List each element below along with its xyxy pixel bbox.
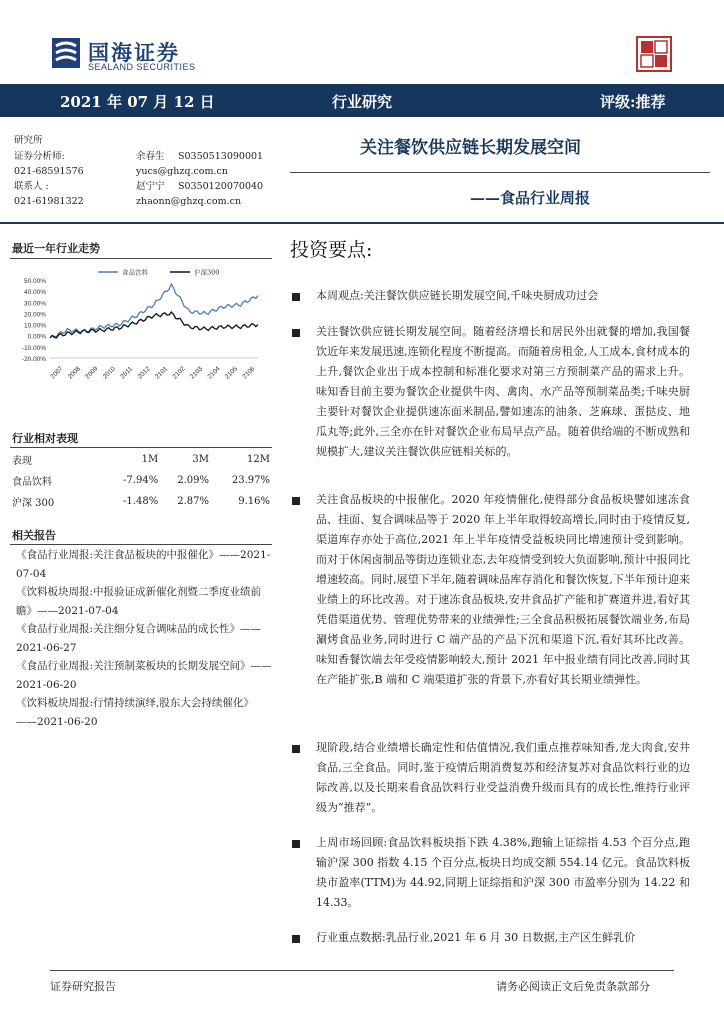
related-report-list [16,546,274,731]
brand-name-en: SEALAND SECURITIES [88,62,196,72]
y-tick-label: 0.00% [27,333,46,341]
chart-x-axis [49,365,256,380]
report-category: 行业研究 [332,93,393,111]
series-line-食品饮料 [50,284,258,338]
y-tick-label: 20.00% [23,311,46,319]
bullet-icon [292,329,300,337]
bullet-icon [292,935,300,943]
trend-rule [10,258,272,259]
contact-name: 赵宁宁 [136,181,165,192]
bullet-icon [292,745,300,753]
analyst-phone: 021-68591576 [14,166,84,177]
sealand-logo-icon [52,38,80,68]
header-cell: 12M [247,454,270,465]
table-header-row [12,449,270,470]
y-tick-label: -10.00% [21,344,46,352]
rating: 评级:推荐 [600,93,666,111]
table-cell: 23.97% [231,475,270,486]
related-rule [10,544,272,545]
table-row [12,470,270,491]
x-tick-label: 2009 [84,365,100,381]
y-tick-label: 10.00% [23,322,46,330]
invest-heading: 投资要点: [290,239,373,261]
header-cell: 1M [141,454,159,465]
contact-label: 联系人 : [14,181,49,192]
bullet-icon [292,497,300,505]
invest-point: 现阶段,结合业绩增长确定性和估值情况,我们重点推荐味知香,龙大肉食,安井食品,三全食品。同时,鉴于疫情后期消费复苏和经济复苏对食品饮料行业的边际改善,以及长期来看食品饮料行业受益消费升级而具有的成长性,维持行业评级为“推荐”。 [316,741,690,814]
x-tick-label: 2106 [241,365,257,381]
related-report-item[interactable]: 《饮料板块周报:中报验证成新催化剂暨二季度业绩前瞻》——2021-07-04 [16,586,262,617]
contact-phone: 021-61981322 [14,196,84,207]
x-tick-label: 2007 [49,365,65,381]
performance-section-title: 行业相对表现 [12,432,78,445]
table-cell: 2.87% [177,496,209,507]
x-tick-label: 2008 [66,365,82,381]
analyst-id: S0350513090001 [178,151,264,162]
x-tick-label: 2101 [154,365,170,381]
report-subtitle: ——食品行业周报 [470,189,591,207]
related-report-item[interactable]: 《饮料板块周报:行情持续演绎,股东大会持续催化》——2021-06-20 [16,697,254,728]
x-tick-label: 2104 [206,365,222,381]
x-tick-label: 2012 [136,365,152,381]
invest-point: 行业重点数据:乳品行业,2021 年 6 月 30 日数据,主产区生鲜乳价 [316,931,636,944]
legend-label: 沪深300 [194,268,220,277]
x-tick-label: 2105 [223,365,240,381]
invest-point: 上周市场回顾:食品饮料板块指下跌 4.38%,跑输上证综指 4.53 个百分点,跑输沪深 300 指数 4.15 个百分点,板块日均成交额 554.14 亿元。食品饮料板块市盈率(TTM)为 44.92,同期上证综指和沪深 300 市盈率分别为 14.22 和 14.33。 [316,836,690,909]
table-cell: 2.09% [177,475,209,486]
performance-rule [10,447,272,448]
chart-series [50,284,258,338]
analyst-email[interactable]: yucs@ghzq.com.cn [136,166,228,177]
report-date: 2021 年 07 月 12 日 [60,93,215,111]
trend-section-title: 最近一年行业走势 [12,242,100,255]
trend-chart [8,262,270,392]
bullet-icon [292,840,300,848]
footer-rule [50,970,674,971]
research-seal-icon [636,36,672,72]
header-divider [0,222,724,224]
table-cell: 食品饮料 [12,477,52,488]
header-banner [0,84,724,117]
related-report-item[interactable]: 《食品行业周报:关注预制菜板块的长期发展空间》——2021-06-20 [16,660,272,691]
table-cell: -1.48% [123,496,159,507]
x-tick-label: 2103 [188,365,205,381]
invest-point: 本周观点:关注餐饮供应链长期发展空间,千味央厨成功过会 [316,289,599,302]
y-tick-label: -20.00% [21,356,46,363]
x-tick-label: 2011 [119,365,135,381]
analyst-label: 证券分析师: [14,151,65,162]
table-cell: 9.16% [238,496,270,507]
related-report-item[interactable]: 《食品行业周报:关注食品板块的中报催化》——2021-07-04 [16,549,271,580]
y-tick-label: 30.00% [23,300,46,308]
table-cell: 沪深 300 [12,498,55,509]
institute-label: 研究所 [14,135,43,146]
legend-label: 食品饮料 [122,268,148,277]
bullet-icon [292,293,300,301]
analyst-name: 余春生 [136,151,165,162]
table-cell: -7.94% [123,475,159,486]
performance-table [12,449,270,512]
contact-id: S0350120070040 [178,181,264,192]
title-rule [290,172,710,173]
x-tick-label: 2102 [171,365,187,381]
header-cell: 3M [192,454,209,465]
series-line-沪深300 [50,312,258,338]
y-tick-label: 40.00% [23,289,46,297]
invest-point: 关注餐饮供应链长期发展空间。随着经济增长和居民外出就餐的增加,我国餐饮近年来发展迅速,连锁化程度不断提高。而随着房租金,人工成本,食材成本的上升,餐饮企业出于成本控制和标准化要求对第三方预制菜产品的需求上升。味知香目前主要为餐饮企业提供牛肉、禽肉、水产品等预制菜品类;千味央厨主要针对餐饮企业提供速冻面米制品,譬如速冻的油条、芝麻球、蛋挞皮、地瓜丸等;此外,三全亦在针对餐饮企业布局早点产品。随着供给端的不断成熟和规模扩大,建议关注餐饮供应链相关标的。 [316,325,690,458]
report-title: 关注餐饮供应链长期发展空间 [360,138,581,158]
contact-email[interactable]: zhaonn@ghzq.com.cn [136,196,242,207]
footer-disclaimer: 请务必阅读正文后免责条款部分 [496,980,650,993]
header-cell: 表现 [12,456,32,467]
chart-legend [98,268,219,277]
y-tick-label: 50.00% [23,278,46,285]
related-section-title: 相关报告 [12,529,56,542]
table-row [12,491,270,512]
brand-name: 国海证券 [88,41,180,65]
invest-point: 关注食品板块的中报催化。2020 年疫情催化,使得部分食品板块譬如速冻食品、挂面、复合调味品等于 2020 年上半年取得较高增长,同时由于疫情反复,渠道库存亦处于高位,2021 年上半年疫情受益板块同比增速预计受到影响。而对于休闲卤制品等街边连锁业态,去年疫情受到较大负面影响,预计中报同比增速较高。同时,展望下半年,随着调味品库存消化和餐饮恢复,下半年预计迎来业绩上的环比改善。对于速冻食品板块,安井食品扩产能和扩赛道并进,看好其凭借渠道优势、管理优势带来的业绩弹性;三全食品积极拓展餐饮端业务,布局涮烤食品业务,同时进行 C 端产品的产品下沉和渠道下沉,看好其环比改善。味知香餐饮端去年受疫情影响较大,预计 2021 年中报业绩有同比改善,同时其在产能扩张,B 端和 C 端渠道扩张的背景下,亦看好其长期业绩弹性。 [316,493,690,686]
x-tick-label: 2010 [101,365,117,381]
footer-left: 证券研究报告 [50,980,116,993]
related-report-item[interactable]: 《食品行业周报:关注细分复合调味品的成长性》——2021-06-27 [16,623,262,654]
